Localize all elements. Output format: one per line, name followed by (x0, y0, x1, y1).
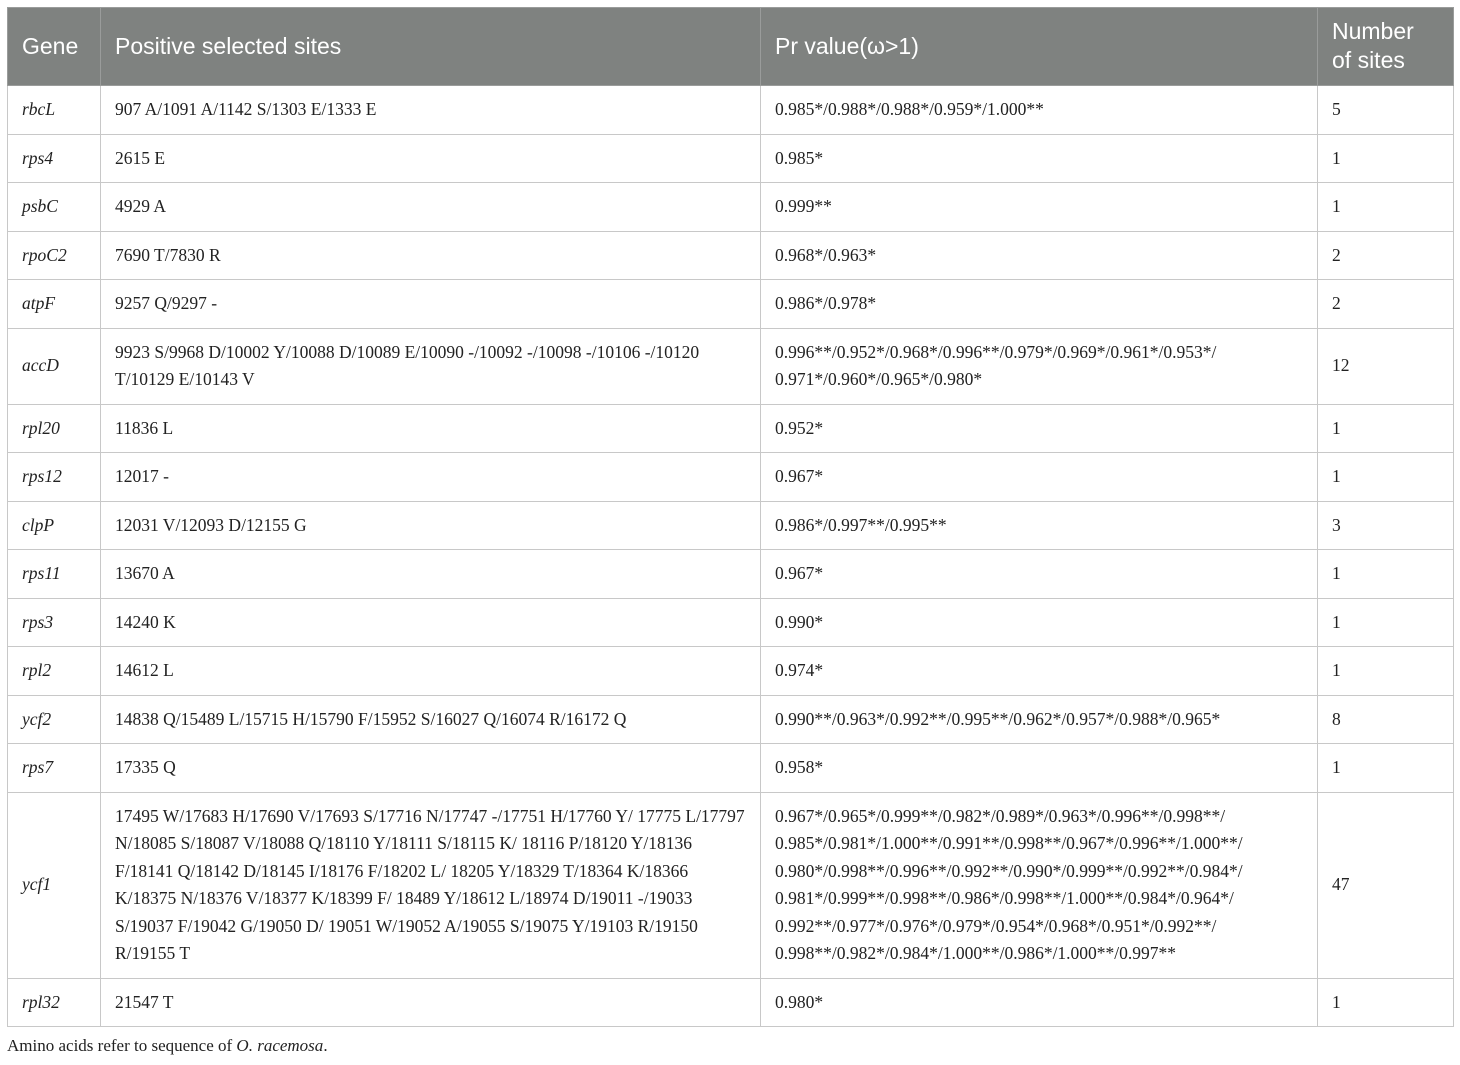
pr-value-cell: 0.968*/0.963* (761, 231, 1318, 280)
header-number-of-sites: Number of sites (1318, 8, 1454, 86)
number-of-sites-cell: 1 (1318, 550, 1454, 599)
table-row (8, 744, 1454, 793)
gene-cell: accD (8, 328, 101, 404)
pr-value-cell: 0.986*/0.997**/0.995** (761, 501, 1318, 550)
table-row (8, 328, 1454, 404)
pr-value-cell: 0.958* (761, 744, 1318, 793)
gene-cell: rps4 (8, 134, 101, 183)
pr-value-cell: 0.952* (761, 404, 1318, 453)
number-of-sites-cell: 1 (1318, 453, 1454, 502)
number-of-sites-cell: 1 (1318, 978, 1454, 1027)
number-of-sites-cell: 1 (1318, 404, 1454, 453)
pr-value-cell: 0.986*/0.978* (761, 280, 1318, 329)
number-of-sites-cell: 8 (1318, 695, 1454, 744)
pr-value-cell: 0.990* (761, 598, 1318, 647)
gene-cell: clpP (8, 501, 101, 550)
number-of-sites-cell: 3 (1318, 501, 1454, 550)
number-of-sites-cell: 1 (1318, 744, 1454, 793)
sites-cell: 21547 T (101, 978, 761, 1027)
table-row (8, 183, 1454, 232)
table-row (8, 453, 1454, 502)
footnote-end: . (323, 1036, 328, 1055)
table-row (8, 280, 1454, 329)
number-of-sites-cell: 1 (1318, 183, 1454, 232)
number-of-sites-cell: 1 (1318, 598, 1454, 647)
sites-cell: 12017 - (101, 453, 761, 502)
sites-cell: 4929 A (101, 183, 761, 232)
table-row (8, 647, 1454, 696)
sites-cell: 14838 Q/15489 L/15715 H/15790 F/15952 S/16027 Q/16074 R/16172 Q (101, 695, 761, 744)
table-row (8, 404, 1454, 453)
sites-cell: 17335 Q (101, 744, 761, 793)
table-row (8, 695, 1454, 744)
table-footnote (7, 1036, 1453, 1056)
gene-cell: rps3 (8, 598, 101, 647)
gene-cell: ycf1 (8, 792, 101, 978)
gene-cell: rpl20 (8, 404, 101, 453)
sites-cell: 12031 V/12093 D/12155 G (101, 501, 761, 550)
pr-value-cell: 0.974* (761, 647, 1318, 696)
sites-cell: 907 A/1091 A/1142 S/1303 E/1333 E (101, 86, 761, 135)
pr-value-cell: 0.985* (761, 134, 1318, 183)
table-row (8, 231, 1454, 280)
footnote-species: O. racemosa (236, 1036, 324, 1055)
pr-value-cell: 0.985*/0.988*/0.988*/0.959*/1.000** (761, 86, 1318, 135)
footnote-text: Amino acids refer to sequence of (7, 1036, 237, 1055)
pr-value-cell: 0.990**/0.963*/0.992**/0.995**/0.962*/0.957*/0.988*/0.965* (761, 695, 1318, 744)
header-pr-value: Pr value(ω>1) (761, 8, 1318, 86)
table-row (8, 550, 1454, 599)
table-row (8, 598, 1454, 647)
table-header-row (8, 8, 1454, 86)
number-of-sites-cell: 5 (1318, 86, 1454, 135)
number-of-sites-cell: 1 (1318, 647, 1454, 696)
pr-value-cell: 0.996**/0.952*/0.968*/0.996**/0.979*/0.969*/0.961*/0.953*/ 0.971*/0.960*/0.965*/0.980* (761, 328, 1318, 404)
sites-cell: 17495 W/17683 H/17690 V/17693 S/17716 N/17747 -/17751 H/17760 Y/ 17775 L/17797 N/18085 S/18087 V/18088 Q/18110 Y/18111 S/18115 K/ 18116 P/18120 Y/18136 F/18141 Q/18142 D/18145 I/18176 F/18202 L/ 18205 Y/18329 T/18364 K/18366 K/18375 N/18376 V/18377 K/18399 F/ 18489 Y/18612 L/18974 D/19011 -/19033 S/19037 F/19042 G/19050 D/ 19051 W/19052 A/19055 S/19075 Y/19103 R/19150 R/19155 T (101, 792, 761, 978)
gene-cell: rps12 (8, 453, 101, 502)
pr-value-cell: 0.980* (761, 978, 1318, 1027)
table-row (8, 978, 1454, 1027)
sites-cell: 11836 L (101, 404, 761, 453)
gene-cell: psbC (8, 183, 101, 232)
sites-cell: 13670 A (101, 550, 761, 599)
sites-cell: 14240 K (101, 598, 761, 647)
gene-cell: ycf2 (8, 695, 101, 744)
pr-value-cell: 0.967* (761, 453, 1318, 502)
gene-cell: rpoC2 (8, 231, 101, 280)
pr-value-cell: 0.999** (761, 183, 1318, 232)
table-container (7, 7, 1453, 1056)
sites-cell: 2615 E (101, 134, 761, 183)
gene-cell: atpF (8, 280, 101, 329)
sites-cell: 14612 L (101, 647, 761, 696)
gene-cell: rbcL (8, 86, 101, 135)
gene-cell: rps7 (8, 744, 101, 793)
number-of-sites-cell: 47 (1318, 792, 1454, 978)
table-row (8, 501, 1454, 550)
gene-cell: rpl32 (8, 978, 101, 1027)
number-of-sites-cell: 2 (1318, 231, 1454, 280)
table-row (8, 792, 1454, 978)
pr-value-cell: 0.967* (761, 550, 1318, 599)
header-positive-selected-sites: Positive selected sites (101, 8, 761, 86)
pr-value-cell: 0.967*/0.965*/0.999**/0.982*/0.989*/0.963*/0.996**/0.998**/ 0.985*/0.981*/1.000**/0.991**/0.998**/0.967*/0.996**/1.000**/ 0.980*/0.998**/0.996**/0.992**/0.990*/0.999**/0.992**/0.984*/ 0.981*/0.999**/0.998**/0.986*/0.998**/1.000**/0.984*/0.964*/ 0.992**/0.977*/0.976*/0.979*/0.954*/0.968*/0.951*/0.992**/ 0.998**/0.982*/0.984*/1.000**/0.986*/1.000**/0.997** (761, 792, 1318, 978)
table-row (8, 134, 1454, 183)
sites-cell: 9257 Q/9297 - (101, 280, 761, 329)
table-row (8, 86, 1454, 135)
gene-cell: rpl2 (8, 647, 101, 696)
number-of-sites-cell: 12 (1318, 328, 1454, 404)
number-of-sites-cell: 2 (1318, 280, 1454, 329)
positive-selection-table (7, 7, 1454, 1027)
sites-cell: 7690 T/7830 R (101, 231, 761, 280)
header-gene: Gene (8, 8, 101, 86)
gene-cell: rps11 (8, 550, 101, 599)
sites-cell: 9923 S/9968 D/10002 Y/10088 D/10089 E/10090 -/10092 -/10098 -/10106 -/10120 T/10129 E/10143 V (101, 328, 761, 404)
number-of-sites-cell: 1 (1318, 134, 1454, 183)
